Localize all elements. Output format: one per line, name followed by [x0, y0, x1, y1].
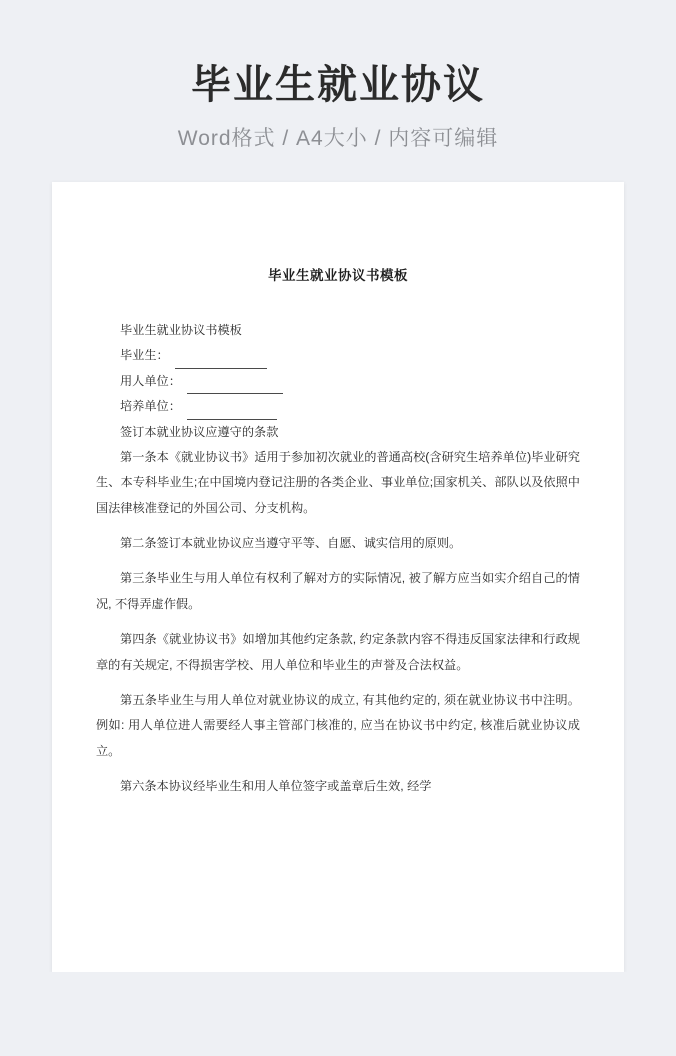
- terms-heading: 签订本就业协议应遵守的条款: [120, 424, 279, 439]
- document-paper: [52, 182, 624, 972]
- field-row-employer: [96, 369, 580, 394]
- header: [0, 0, 676, 152]
- field-row-institution: [96, 394, 580, 419]
- clause-paragraph-3: 第三条毕业生与用人单位有权利了解对方的实际情况, 被了解方应当如实介绍自己的情况, 不得弄虚作假。: [96, 571, 580, 611]
- field-blank-employer[interactable]: [187, 377, 283, 394]
- field-label-institution: 培养单位：: [120, 399, 181, 414]
- field-row-graduate: [96, 343, 580, 368]
- document-body: [96, 318, 580, 799]
- clause-paragraph-2: 第二条签订本就业协议应当遵守平等、自愿、诚实信用的原则。: [120, 536, 462, 550]
- field-label-graduate: 毕业生：: [120, 348, 169, 363]
- clause-paragraph-4: 第四条《就业协议书》如增加其他约定条款, 约定条款内容不得违反国家法律和行政规章的有关规定, 不得损害学校、用人单位和毕业生的声誉及合法权益。: [96, 632, 580, 672]
- bottom-strip: [0, 972, 676, 1056]
- clause-paragraph-6: 第六条本协议经毕业生和用人单位签字或盖章后生效, 经学: [120, 779, 432, 793]
- field-label-employer: 用人单位：: [120, 373, 181, 388]
- field-blank-institution[interactable]: [187, 402, 277, 419]
- document-intro-line: 毕业生就业协议书模板: [120, 323, 242, 337]
- page-subtitle: Word格式 / A4大小 / 内容可编辑: [177, 127, 499, 150]
- clause-paragraph-5: 第五条毕业生与用人单位对就业协议的成立, 有其他约定的, 须在就业协议书中注明。例如: 用人单位进人需要经人事主管部门核准的, 应当在协议书中约定, 核准后就业协议成立。: [96, 692, 580, 758]
- document-title: 毕业生就业协议书模板: [268, 268, 408, 283]
- clause-paragraph-1: 第一条本《就业协议书》适用于参加初次就业的普通高校(含研究生培养单位)毕业研究生、本专科毕业生;在中国境内登记注册的各类企业、事业单位;国家机关、部队以及依照中国法律核准登记的外国公司、分支机构。: [96, 449, 580, 515]
- page-title: 毕业生就业协议: [191, 63, 485, 107]
- field-blank-graduate[interactable]: [175, 351, 267, 368]
